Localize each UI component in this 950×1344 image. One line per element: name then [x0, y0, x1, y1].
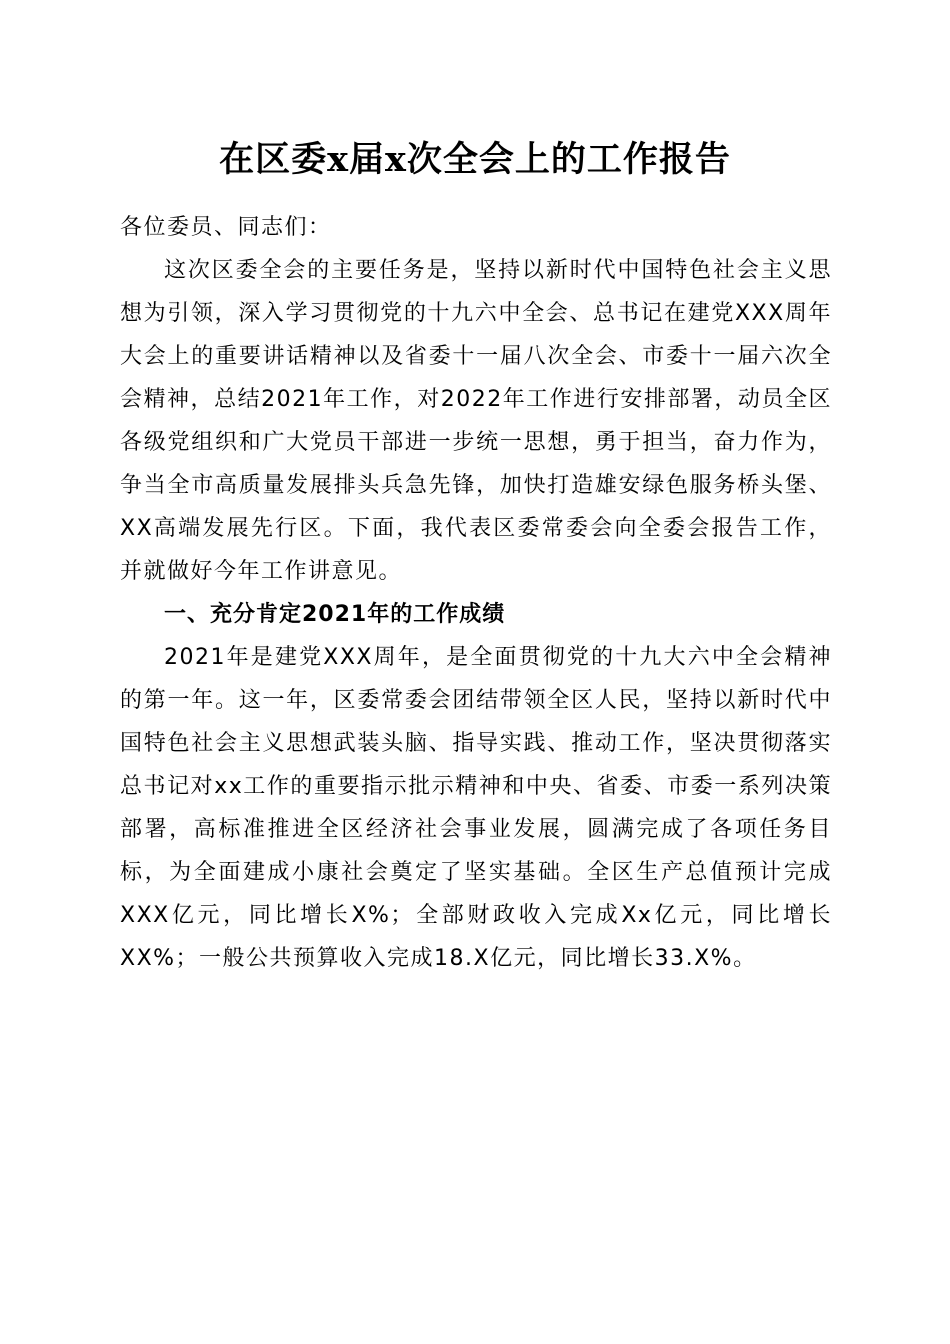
section-paragraph: 2021年是建党XXX周年，是全面贯彻党的十九大六中全会精神的第一年。这一年，区委常委会团结带领全区人民，坚持以新时代中国特色社会主义思想武装头脑、指导实践、推动工作，坚决贯彻落实总书记对xx工作的重要指示批示精神和中央、省委、市委一系列决策部署，高标准推进全区经济社会事业发展，圆满完成了各项任务目标，为全面建成小康社会奠定了坚实基础。全区生产总值预计完成XXX亿元，同比增长X%；全部财政收入完成Xx亿元，同比增长XX%；一般公共预算收入完成18.X亿元，同比增长33.X%。 — [120, 645, 832, 971]
document-title: 在区委x届x次全会上的工作报告 — [219, 139, 731, 180]
greeting: 各位委员、同志们： — [120, 215, 332, 240]
intro-paragraph: 这次区委全会的主要任务是，坚持以新时代中国特色社会主义思想为引领，深入学习贯彻党的十九六中全会、总书记在建党XXX周年大会上的重要讲话精神以及省委十一届八次全会、市委十一届六次全会精神，总结2021年工作，对2022年工作进行安排部署，动员全区各级党组织和广大党员干部进一步统一思想，勇于担当，奋力作为，争当全市高质量发展排头兵急先锋，加快打造雄安绿色服务桥头堡、XX高端发展先行区。下面，我代表区委常委会向全委会报告工作，并就做好今年工作讲意见。 — [120, 258, 832, 584]
document-body — [120, 206, 832, 980]
section-heading: 一、充分肯定2021年的工作成绩 — [164, 602, 506, 627]
